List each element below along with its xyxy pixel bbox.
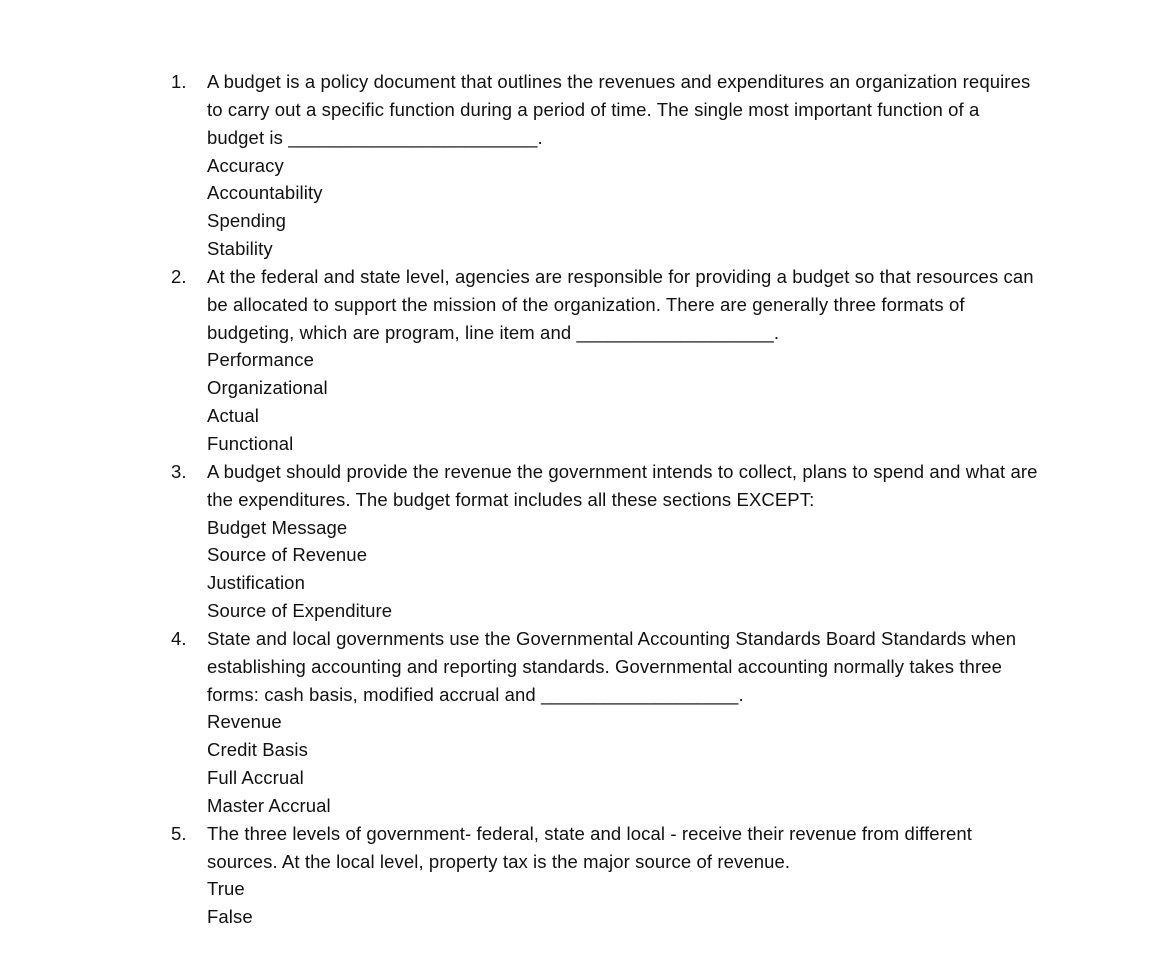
answer-option: Master Accrual [207,794,331,816]
question-body [207,625,1041,820]
answer-option: Spending [207,210,286,232]
question-number: 2. [171,265,187,287]
question-list [171,68,1041,931]
question-4 [171,625,1041,820]
question-text: A budget should provide the revenue the government intends to collect, plans to spend and what are the expenditures. The budget format includes all these sections EXCEPT: [207,460,1038,510]
question-text: State and local governments use the Governmental Accounting Standards Board Standards when establishing accounting and reporting standards. Governmental accounting normally takes three forms: cash basis, modified accrual and ___________________. [207,627,1017,705]
answer-option: Organizational [207,377,328,399]
answer-option: Functional [207,432,294,454]
answer-option: Accountability [207,182,323,204]
answer-option: Revenue [207,711,282,733]
question-body [207,820,1041,931]
question-1 [171,68,1041,263]
answer-option: Budget Message [207,516,348,538]
answer-option: Full Accrual [207,767,304,789]
question-body [207,458,1041,625]
question-5 [171,820,1041,931]
question-body [207,263,1041,458]
answer-option: Justification [207,572,305,594]
question-text: A budget is a policy document that outlines the revenues and expenditures an organization requires to carry out a specific function during a period of time. The single most important function of a budget is ________________________. [207,71,1031,148]
answer-option: Credit Basis [207,739,308,761]
question-number: 1. [171,71,187,92]
question-number: 4. [171,627,187,649]
answer-option: Source of Revenue [207,544,368,566]
answer-option: Source of Expenditure [207,600,393,622]
answer-option: Performance [207,349,315,371]
answer-option: False [207,906,253,928]
question-text: The three levels of government- federal, state and local - receive their revenue from different sources. At the local level, property tax is the major source of revenue. [207,822,972,872]
answer-option: Actual [207,405,260,427]
question-number: 5. [171,822,187,844]
question-text: At the federal and state level, agencies are responsible for providing a budget so that resources can be allocated to support the mission of the organization. There are generally three formats of budgeting, which are program, line item and ___________________. [207,265,1034,343]
question-3 [171,458,1041,625]
answer-option: Accuracy [207,154,284,176]
question-2 [171,263,1041,458]
answer-option: True [207,878,245,900]
answer-option: Stability [207,238,273,260]
question-body [207,68,1041,263]
question-number: 3. [171,460,187,482]
